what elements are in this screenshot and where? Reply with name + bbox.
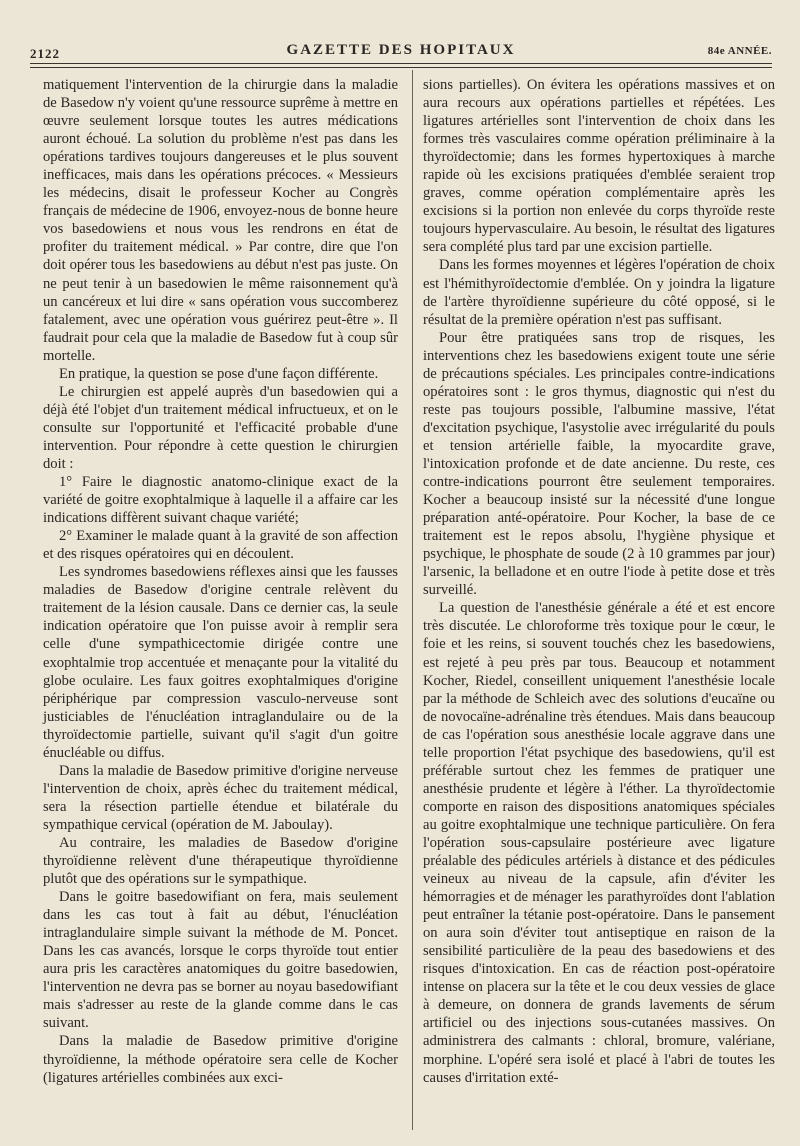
paragraph: Dans la maladie de Basedow primitive d'origine nerveuse l'intervention de choix, après échec du traitement médical, sera la résection partielle étendue et bilatérale du sympathique cervical (opération de M. Jaboulay). bbox=[43, 762, 398, 833]
paragraph: matiquement l'intervention de la chirurgie dans la maladie de Basedow n'y voient qu'une ressource suprême à mettre en œuvre seulement lorsque toutes les autres médications auront échoué. La solution du problème n'est pas dans les opérations tardives toujours dangereuses et le plus souvent inefficaces, mais dans les opérations précoces. « Messieurs les médecins, disait le professeur Kocher au Congrès français de médecine de 1906, envoyez-nous de bonne heure vos basedowiens et nous vous les rendrons en état de profiter du traitement médical. » Par contre, dire que l'on doit opérer tous les basedowiens au début n'est pas juste. On ne peut tenir à un basedowien le même raisonnement qu'à un cancéreux et lui dire « sans opération vous succomberez fatalement, avec une opération vous guérirez peut-être ». Il faudrait pour cela que la maladie de Basedow fut à coup sûr mortelle. bbox=[43, 77, 398, 364]
paragraph: En pratique, la question se pose d'une façon différente. bbox=[59, 365, 379, 382]
left-column bbox=[43, 76, 398, 1087]
page-number: 2122 bbox=[30, 46, 60, 61]
volume-year: 84e ANNÉE. bbox=[707, 45, 772, 57]
paragraph: Dans la maladie de Basedow primitive d'origine thyroïdienne, la méthode opératoire sera celle de Kocher (ligatures artérielles combinées aux exci- bbox=[43, 1033, 398, 1086]
paragraph: La question de l'anesthésie générale a été et est encore très discutée. Le chloroforme très toxique pour le cœur, le foie et les reins, si souvent touchés chez les basedowiens, est rejeté à peu près par tous. Beaucoup et notamment Kocher, Riedel, conseillent uniquement l'anesthésie locale par la méthode de Schleich avec des solutions d'eucaïne ou de novocaïne-adrénaline très étendues. Mais dans beaucoup de cas l'opération sous anesthésie locale aggrave dans une telle proportion l'état psychique des basedowiens, qu'il est préférable surtout chez les femmes de pratiquer une anesthésie prudente et légère à l'éther. La thyroïdectomie comporte en raison des dispositions anatomiques spéciales au goitre exophtalmique une technique particulière. On fera l'opération sous-capsulaire postérieure avec ligature préalable des pédicules artériels à distance et des pédicules veineux au niveau de la capsule, afin d'éviter les hémorragies et de ménager les parathyroïdes dont l'ablation peut entraîner la tétanie post-opératoire. Dans le pansement on aura soin d'éviter tout antiseptique en raison de la sensibilité particulière de la peau des basedowiens et des risques d'intoxication. En cas de réaction post-opératoire intense on placera sur la tête et le cou deux vessies de glace à demeure, on donnera de grands lavements de sérum artificiel ou des injections sous-cutanées massives. On administrera des calmants : chloral, bromure, valériane, morphine. L'opéré sera isolé et placé à l'abri de toutes les causes d'irritation exté- bbox=[423, 600, 775, 1086]
header-rule bbox=[30, 63, 772, 64]
journal-title: GAZETTE DES HOPITAUX bbox=[286, 42, 516, 58]
paragraph: Les syndromes basedowiens réflexes ainsi que les fausses maladies de Basedow d'origine centrale relèvent du traitement de la lésion causale. Dans ce dernier cas, la seule indication opératoire que l'on puisse avoir à remplir sera celle d'une sympathicectomie dirigée contre une exophtalmie trop accentuée et menaçante pour la vitalité du globe oculaire. Les faux goitres exophtalmiques d'origine périphérique par compression vasculo-nerveuse sont justiciables de l'énucléation intraglandulaire ou de la thyroïdectomie partielle, suivant qu'il s'agit d'un goitre énucléable ou diffus. bbox=[43, 564, 398, 761]
paragraph: 1° Faire le diagnostic anatomo-clinique exact de la variété de goitre exophtalmique à laquelle il a affaire car les indications diffèrent suivant chaque variété; bbox=[43, 474, 398, 527]
paragraph: Dans les formes moyennes et légères l'opération de choix est l'hémithyroïdectomie d'emblée. On y joindra la ligature de l'artère thyroïdienne supérieure du côté opposé, si le résultat de la première opération n'est pas suffisant. bbox=[423, 257, 775, 328]
paragraph: 2° Examiner le malade quant à la gravité de son affection et des risques opératoires qui en découlent. bbox=[43, 528, 398, 563]
column-divider bbox=[412, 70, 413, 1130]
paragraph: Dans le goitre basedowifiant on fera, mais seulement dans les cas tout à fait au début, l'énucléation intraglandulaire simple suivant la méthode de M. Poncet. Dans les cas avancés, lorsque le corps thyroïde tout entier aura pris les caractères anatomiques du goitre basedowien, l'intervention ne devra pas se borner au noyau basedowifiant mais s'adresser au reste de la glande comme dans le cas suivant. bbox=[43, 889, 398, 1032]
paragraph: Au contraire, les maladies de Basedow d'origine thyroïdienne relèvent d'une thérapeutique thyroïdienne plutôt que des opérations sur le sympathique. bbox=[43, 834, 398, 888]
right-column bbox=[423, 76, 775, 1087]
paragraph: Le chirurgien est appelé auprès d'un basedowien qui a déjà été l'objet d'un traitement médical infructueux, et on le consulte sur l'opportunité et l'efficacité probable d'une intervention. Pour répondre à cette question le chirurgien doit : bbox=[43, 383, 398, 472]
paragraph: Pour être pratiquées sans trop de risques, les interventions chez les basedowiens exigent toute une série de précautions spéciales. Les principales contre-indications opératoires sont : le gros thymus, diagnostic qui n'est du reste pas toujours possible, l'albumine massive, l'état d'excitation psychique, l'asystolie avec irrégularité du pouls et tension artérielle faible, la myocardite grave, l'intoxication profonde et de date ancienne. Du reste, ces contre-indications pourront être seulement temporaires. Kocher a beaucoup insisté sur la nécessité d'une longue préparation anté-opératoire. Pour Kocher, la base de ce traitement est le repos absolu, l'hygiène physique et psychique, le phosphate de soude (2 à 10 grammes par jour) l'arsenic, la belladone et en outre l'iode à petite dose et très surveillé. bbox=[423, 329, 775, 599]
page-header bbox=[30, 36, 772, 62]
paragraph: sions partielles). On évitera les opérations massives et on aura recours aux opérations partielles et répétées. Les ligatures artérielles sont l'intervention de choix dans les formes très vasculaires comme opération préliminaire à la thyroïdectomie; dans les formes hypertoxiques à marche rapide où les excisions pratiquées d'emblée seraient trop graves, comme opération complémentaire après les excisions si la portion non enlevée du corps thyroïde reste toujours hypervasculaire. Au besoin, le résultat des ligatures sera complété plus tard par une excision partielle. bbox=[423, 77, 775, 256]
header-rule-thin bbox=[30, 67, 772, 68]
